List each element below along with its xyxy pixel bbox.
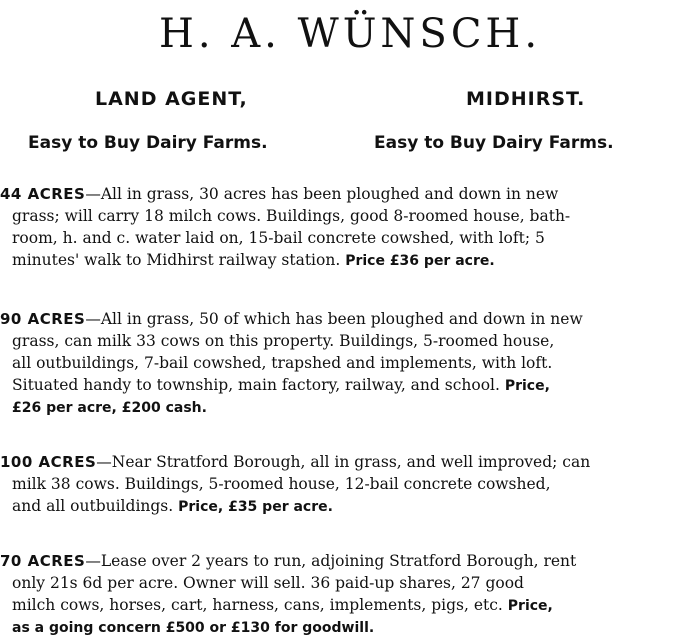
listing-line	[0, 550, 694, 572]
listing-text: —Lease over 2 years to run, adjoining Stratford Borough, rent	[85, 552, 577, 570]
listing-100-acres	[0, 451, 694, 518]
listing-text: milch cows, horses, cart, harness, cans, implements, pigs, etc.	[12, 596, 508, 614]
tagline-right: Easy to Buy Dairy Farms.	[374, 133, 614, 153]
listing-line	[0, 308, 694, 330]
listing-line	[12, 495, 694, 518]
price-label: Price,	[507, 598, 553, 614]
listing-line: room, h. and c. water laid on, 15-bail concrete cowshed, with loft; 5	[12, 229, 545, 247]
listing-line: grass, can milk 33 cows on this property. Buildings, 5-roomed house,	[12, 332, 555, 350]
acreage-label: 70 ACRES	[0, 552, 86, 570]
listing-44-acres	[0, 183, 694, 272]
acreage-label: 44 ACRES	[0, 185, 86, 203]
price-label: £26 per acre, £200 cash.	[12, 400, 207, 416]
listing-text: Situated handy to township, main factory, railway, and school.	[12, 376, 505, 394]
listing-line: all outbuildings, 7-bail cowshed, trapshed and implements, with loft.	[12, 354, 553, 372]
acreage-label: 90 ACRES	[0, 310, 86, 328]
advertiser-name: H. A. WÜNSCH.	[158, 11, 542, 57]
listing-text: and all outbuildings.	[12, 497, 179, 515]
acreage-label: 100 ACRES	[0, 453, 97, 471]
tagline-left: Easy to Buy Dairy Farms.	[28, 133, 268, 153]
price-label: Price, £35 per acre.	[178, 499, 333, 515]
listing-text: —Near Stratford Borough, all in grass, and well improved; can	[96, 453, 591, 471]
price-label: Price £36 per acre.	[345, 253, 495, 269]
listing-line	[12, 249, 694, 272]
listing-line	[12, 374, 694, 397]
listing-line	[0, 451, 694, 473]
listing-text: —All in grass, 50 of which has been ploughed and down in new	[85, 310, 583, 328]
price-label: Price,	[504, 378, 550, 394]
agent-label: LAND AGENT,	[95, 88, 248, 110]
listing-text: minutes' walk to Midhirst railway station.	[12, 251, 346, 269]
listing-70-acres	[0, 550, 694, 639]
listing-90-acres	[0, 308, 694, 419]
listing-line: grass; will carry 18 milch cows. Buildings, good 8-roomed house, bath-	[12, 207, 571, 225]
location-label: MIDHIRST.	[466, 88, 586, 110]
listing-line	[12, 594, 694, 617]
price-label: as a going concern £500 or £130 for goodwill.	[12, 620, 375, 636]
listing-line: milk 38 cows. Buildings, 5-roomed house, 12-bail concrete cowshed,	[12, 475, 551, 493]
listing-line	[0, 183, 694, 205]
listing-text: —All in grass, 30 acres has been ploughed and down in new	[85, 185, 559, 203]
listing-line: only 21s 6d per acre. Owner will sell. 36 paid-up shares, 27 good	[12, 574, 524, 592]
